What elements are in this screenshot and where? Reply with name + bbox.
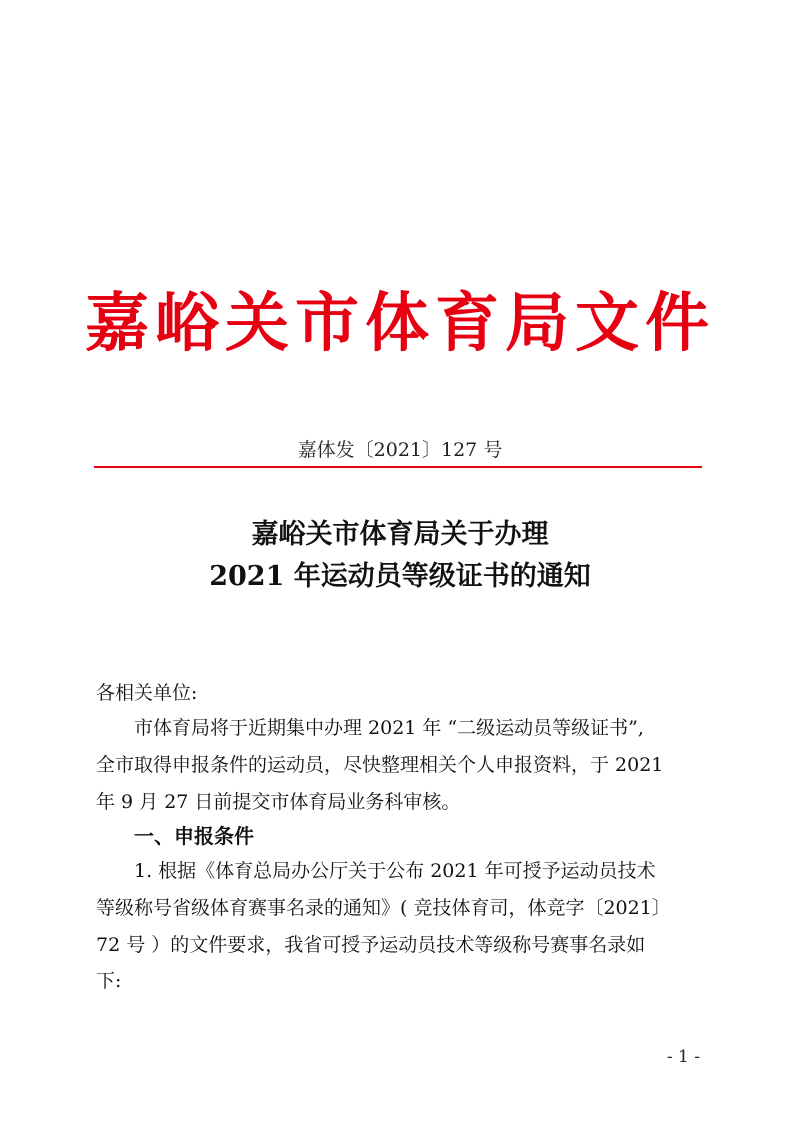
- masthead-title: 嘉峪关市体育局文件: [85, 286, 715, 361]
- notice-title-line-1: 嘉峪关市体育局关于办理: [251, 519, 549, 550]
- document-number: 嘉体发〔2021〕127 号: [297, 439, 503, 461]
- paragraph-2-line-3: 72 号 ）的文件要求，我省可授予运动员技术等级称号赛事名录如: [96, 934, 646, 956]
- notice-title-line-2: 2021 年运动员等级证书的通知: [209, 561, 591, 592]
- paragraph-2-line-4: 下:: [96, 970, 122, 992]
- red-divider-rule: [94, 466, 702, 468]
- paragraph-1-line-1: 市体育局将于近期集中办理 2021 年 “二级运动员等级证书”,: [134, 717, 644, 739]
- paragraph-1-line-3: 年 9 月 27 日前提交市体育局业务科审核。: [96, 791, 461, 813]
- page-number: - 1 -: [666, 1047, 700, 1067]
- section-heading-application-conditions: 一、申报条件: [134, 824, 254, 848]
- paragraph-1-line-2: 全市取得申报条件的运动员，尽快整理相关个人申报资料，于 2021: [96, 754, 664, 776]
- paragraph-2-line-2: 等级称号省级体育赛事名录的通知》( 竞技体育司，体竞字〔2021〕: [96, 897, 671, 919]
- salutation: 各相关单位:: [96, 682, 198, 704]
- paragraph-2-line-1: 1. 根据《体育总局办公厅关于公布 2021 年可授予运动员技术: [134, 860, 656, 882]
